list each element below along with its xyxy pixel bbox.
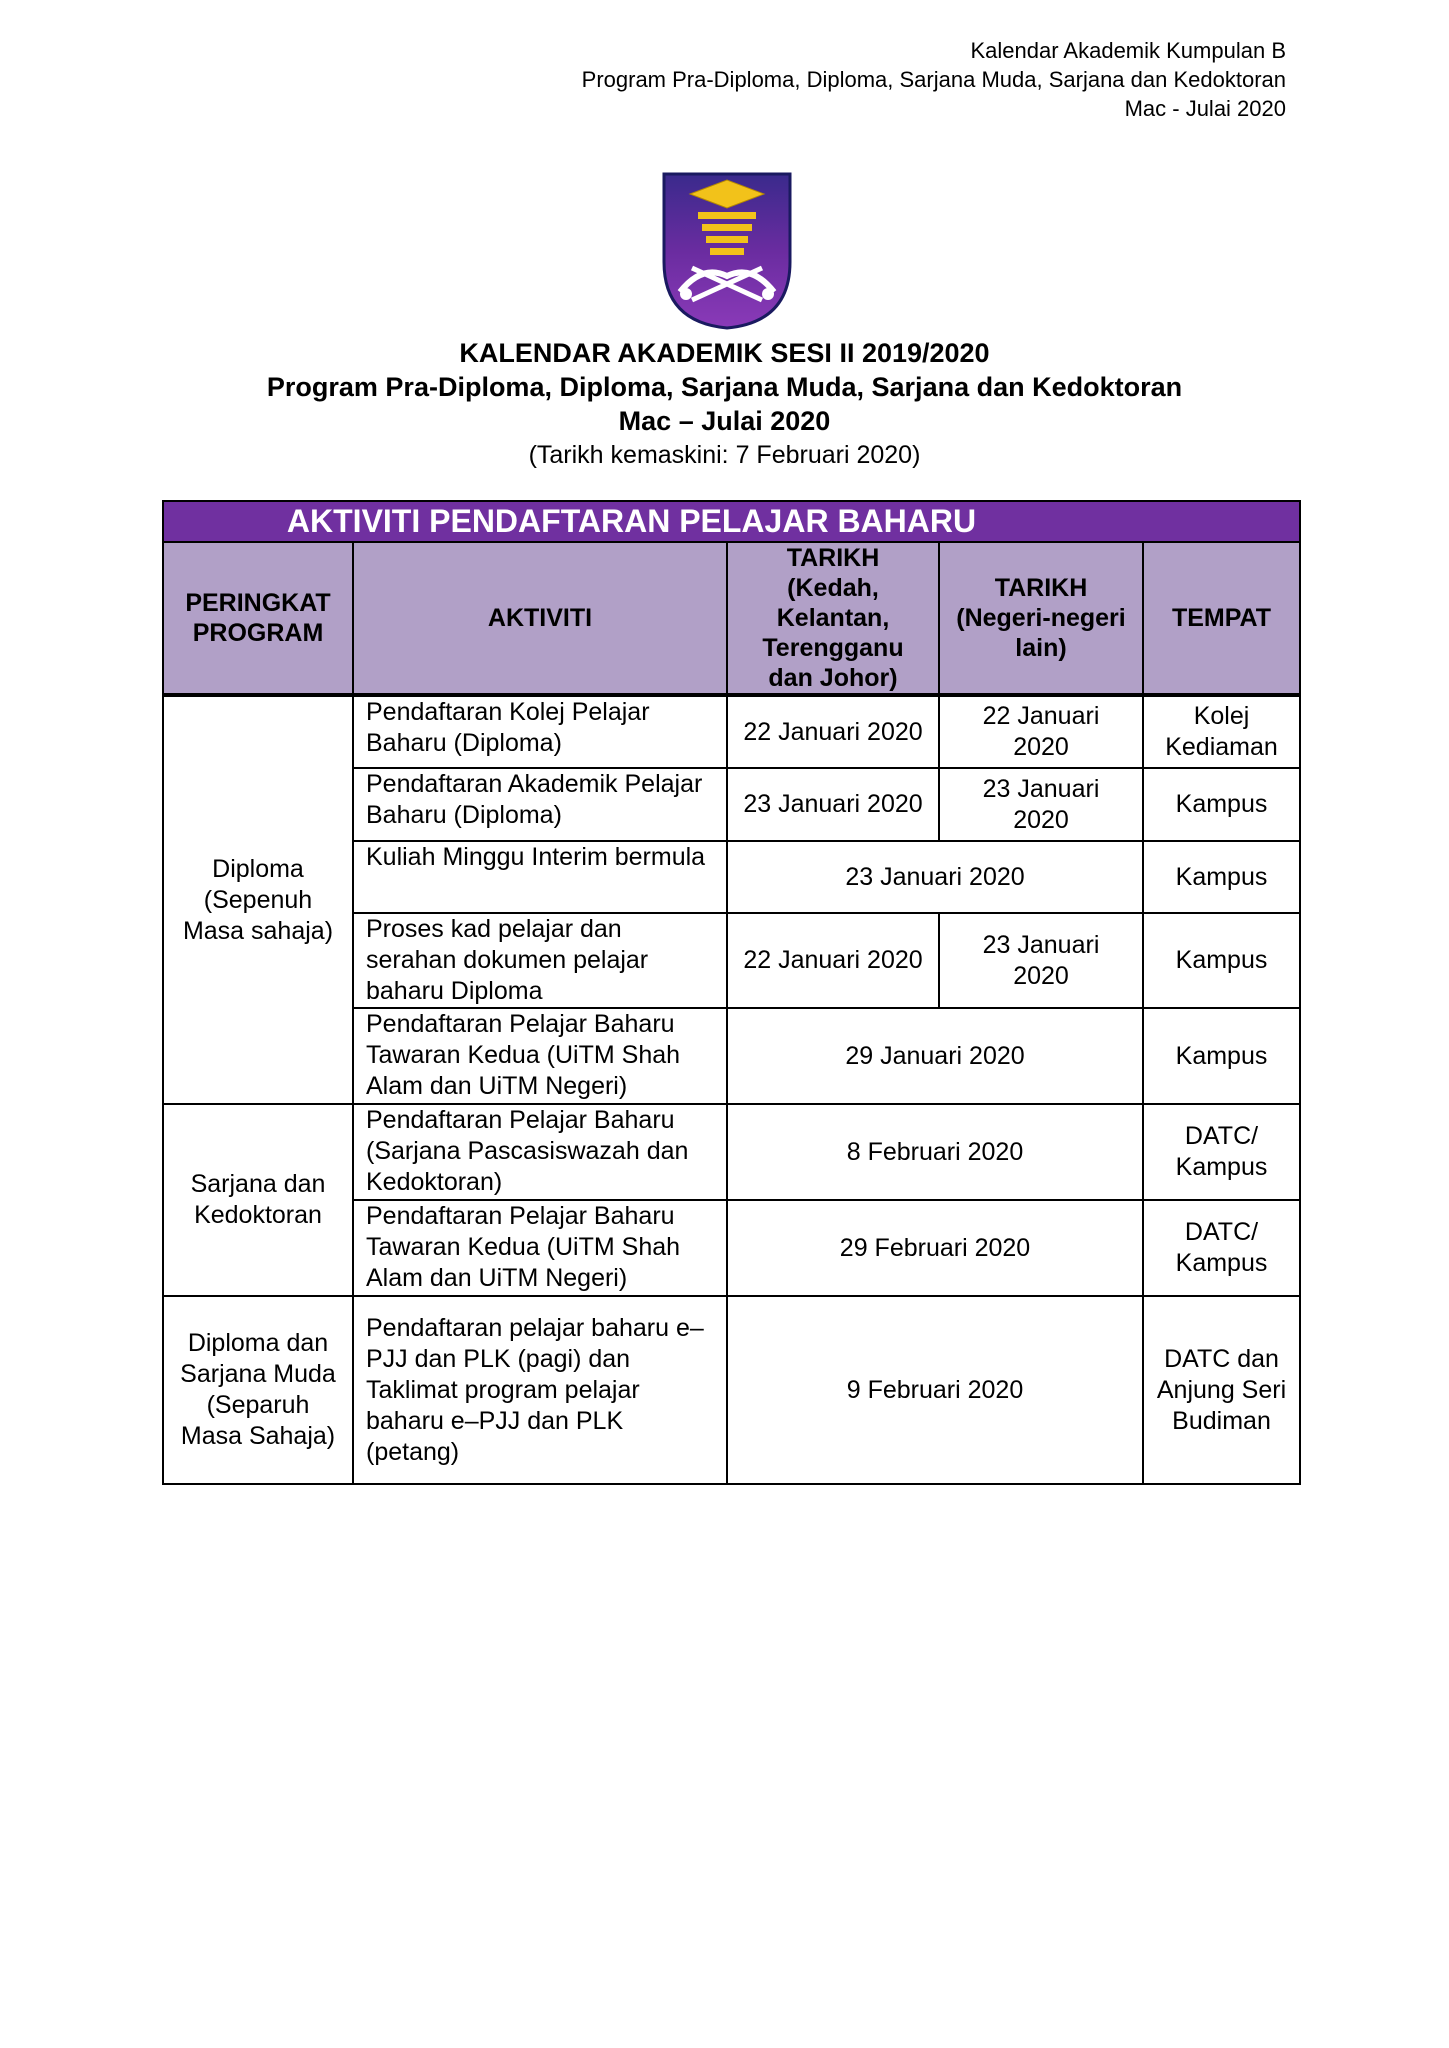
place-cell: Kolej Kediaman bbox=[1143, 695, 1300, 768]
col-header-activity: AKTIVITI bbox=[353, 542, 727, 695]
col-header-place: TEMPAT bbox=[1143, 542, 1300, 695]
group-label: Diploma (Sepenuh Masa sahaja) bbox=[163, 695, 353, 1104]
table-row bbox=[163, 695, 1300, 768]
date-other-cell: 22 Januari 2020 bbox=[939, 695, 1143, 768]
place-cell: Kampus bbox=[1143, 841, 1300, 913]
place-cell: Kampus bbox=[1143, 768, 1300, 841]
date-cell: 29 Februari 2020 bbox=[727, 1200, 1143, 1296]
title-line-3: Mac – Julai 2020 bbox=[618, 406, 831, 436]
activity-cell: Proses kad pelajar dan serahan dokumen pelajar baharu Diploma bbox=[353, 913, 727, 1008]
date-cell: 8 Februari 2020 bbox=[727, 1104, 1143, 1200]
place-cell: DATC dan Anjung Seri Budiman bbox=[1143, 1296, 1300, 1484]
table-banner: AKTIVITI PENDAFTARAN PELAJAR BAHARU bbox=[163, 501, 1300, 542]
activity-cell: Pendaftaran Kolej Pelajar Baharu (Diploma) bbox=[353, 695, 727, 768]
date-east-cell: 22 Januari 2020 bbox=[727, 913, 939, 1008]
date-other-cell: 23 Januari 2020 bbox=[939, 913, 1143, 1008]
group-label: Diploma dan Sarjana Muda (Separuh Masa Sahaja) bbox=[163, 1296, 353, 1484]
header-line-3: Mac - Julai 2020 bbox=[1124, 96, 1286, 121]
col-header-date-other: TARIKH (Negeri-negeri lain) bbox=[939, 542, 1143, 695]
col-header-date-east: TARIKH (Kedah, Kelantan, Terengganu dan Johor) bbox=[727, 542, 939, 695]
date-other-cell: 23 Januari 2020 bbox=[939, 768, 1143, 841]
date-cell: 29 Januari 2020 bbox=[727, 1008, 1143, 1104]
updated-date: (Tarikh kemaskini: 7 Februari 2020) bbox=[528, 441, 921, 469]
activity-cell: Pendaftaran Pelajar Baharu Tawaran Kedua (UiTM Shah Alam dan UiTM Negeri) bbox=[353, 1200, 727, 1296]
title-block bbox=[0, 336, 1449, 472]
document-header bbox=[582, 36, 1286, 123]
activity-cell: Pendaftaran pelajar baharu e–PJJ dan PLK (pagi) dan Taklimat program pelajar baharu e–PJJ dan PLK (petang) bbox=[353, 1296, 727, 1484]
uitm-crest-icon bbox=[662, 172, 792, 330]
date-cell: 23 Januari 2020 bbox=[727, 841, 1143, 913]
activity-cell: Pendaftaran Pelajar Baharu (Sarjana Pascasiswazah dan Kedoktoran) bbox=[353, 1104, 727, 1200]
activity-cell: Kuliah Minggu Interim bermula bbox=[353, 841, 727, 913]
date-east-cell: 23 Januari 2020 bbox=[727, 768, 939, 841]
place-cell: DATC/ Kampus bbox=[1143, 1200, 1300, 1296]
header-line-1: Kalendar Akademik Kumpulan B bbox=[970, 38, 1286, 63]
group-label: Sarjana dan Kedoktoran bbox=[163, 1104, 353, 1296]
col-header-program: PERINGKAT PROGRAM bbox=[163, 542, 353, 695]
date-cell: 9 Februari 2020 bbox=[727, 1296, 1143, 1484]
title-line-1: KALENDAR AKADEMIK SESI II 2019/2020 bbox=[459, 338, 990, 368]
header-line-2: Program Pra-Diploma, Diploma, Sarjana Muda, Sarjana dan Kedoktoran bbox=[581, 67, 1286, 92]
date-east-cell: 22 Januari 2020 bbox=[727, 695, 939, 768]
place-cell: Kampus bbox=[1143, 1008, 1300, 1104]
table-row bbox=[163, 1104, 1300, 1200]
place-cell: Kampus bbox=[1143, 913, 1300, 1008]
activity-cell: Pendaftaran Pelajar Baharu Tawaran Kedua (UiTM Shah Alam dan UiTM Negeri) bbox=[353, 1008, 727, 1104]
registration-table bbox=[162, 500, 1301, 1485]
title-line-2: Program Pra-Diploma, Diploma, Sarjana Muda, Sarjana dan Kedoktoran bbox=[266, 372, 1183, 402]
place-cell: DATC/ Kampus bbox=[1143, 1104, 1300, 1200]
activity-cell: Pendaftaran Akademik Pelajar Baharu (Diploma) bbox=[353, 768, 727, 841]
table-row bbox=[163, 1296, 1300, 1484]
